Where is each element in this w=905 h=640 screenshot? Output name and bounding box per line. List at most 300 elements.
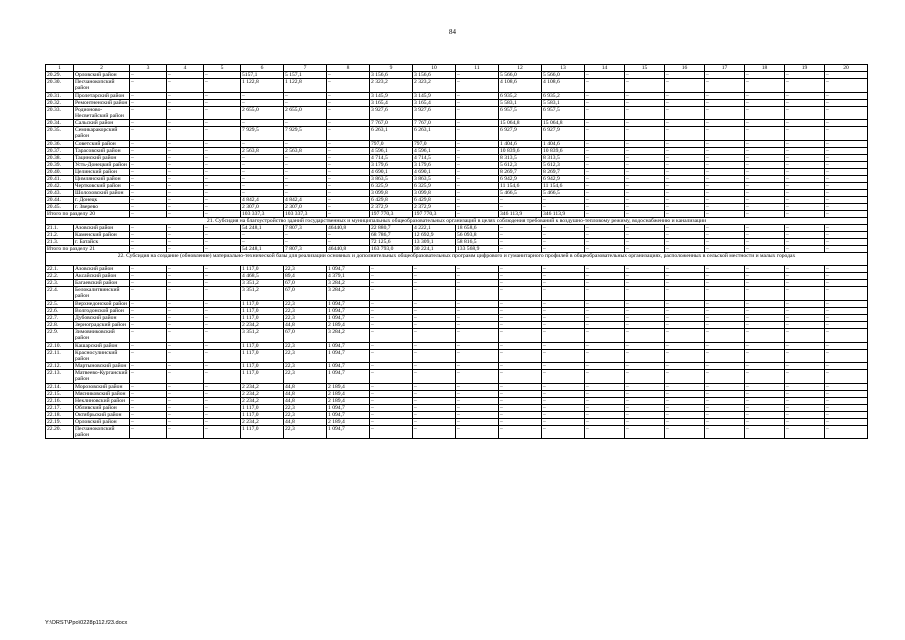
row-number: 22.3.	[46, 280, 74, 287]
table-row	[46, 106, 868, 120]
value-cell: –	[585, 370, 625, 384]
value-cell: –	[785, 120, 825, 127]
value-cell: 54 248,1	[241, 245, 284, 252]
value-cell: –	[665, 147, 705, 154]
value-cell: –	[370, 280, 413, 287]
value-cell: –	[370, 273, 413, 280]
value-cell: –	[585, 328, 625, 342]
value-cell: –	[241, 140, 284, 147]
value-cell: 3 179,6	[370, 161, 413, 168]
value-cell: –	[745, 210, 785, 217]
value-cell: 15 064,8	[499, 120, 542, 127]
district-name: Зимовниковский район	[74, 328, 130, 342]
table-row	[46, 349, 868, 363]
value-cell: 10 839,6	[542, 147, 585, 154]
value-cell: –	[665, 72, 705, 79]
value-cell: 4 842,4	[241, 196, 284, 203]
column-number-cell: 5	[204, 65, 241, 72]
value-cell: –	[625, 328, 665, 342]
value-cell: –	[167, 383, 204, 390]
value-cell: –	[167, 99, 204, 106]
value-cell: –	[167, 397, 204, 404]
value-cell: –	[130, 280, 167, 287]
value-cell: –	[665, 203, 705, 210]
value-cell: –	[625, 231, 665, 238]
value-cell: –	[542, 418, 585, 425]
table-row	[46, 363, 868, 370]
value-cell: –	[665, 210, 705, 217]
value-cell: 3 351,2	[241, 280, 284, 287]
value-cell: –	[745, 280, 785, 287]
value-cell: –	[785, 127, 825, 141]
value-cell: –	[167, 425, 204, 439]
value-cell: 7 767,0	[413, 120, 456, 127]
value-cell: –	[665, 404, 705, 411]
value-cell: –	[370, 397, 413, 404]
value-cell: –	[585, 418, 625, 425]
value-cell: –	[785, 196, 825, 203]
value-cell: –	[625, 349, 665, 363]
value-cell: –	[413, 307, 456, 314]
value-cell: 1 117,0	[241, 266, 284, 273]
value-cell: –	[413, 273, 456, 280]
row-number: 21.2.	[46, 231, 74, 238]
value-cell: –	[204, 231, 241, 238]
value-cell: 4 379,1	[327, 273, 370, 280]
value-cell: –	[413, 342, 456, 349]
value-cell: 4 690,1	[370, 168, 413, 175]
total-label: Итого по разделу 21	[46, 245, 130, 252]
table-row	[46, 342, 868, 349]
value-cell: –	[825, 390, 868, 397]
value-cell: 30 224,1	[413, 245, 456, 252]
value-cell: –	[204, 273, 241, 280]
value-cell: –	[785, 383, 825, 390]
value-cell: –	[785, 168, 825, 175]
value-cell: –	[825, 231, 868, 238]
value-cell: 1 094,7	[327, 314, 370, 321]
value-cell: –	[785, 210, 825, 217]
value-cell: –	[370, 266, 413, 273]
value-cell: –	[625, 363, 665, 370]
value-cell: –	[284, 189, 327, 196]
value-cell: –	[167, 287, 204, 301]
value-cell: –	[167, 266, 204, 273]
value-cell: –	[542, 287, 585, 301]
value-cell: –	[499, 224, 542, 231]
value-cell: –	[499, 397, 542, 404]
value-cell: –	[625, 168, 665, 175]
value-cell: –	[745, 99, 785, 106]
value-cell: –	[825, 92, 868, 99]
value-cell: –	[705, 390, 745, 397]
value-cell: 2 189,4	[327, 418, 370, 425]
district-name: Орловский район	[74, 72, 130, 79]
value-cell: –	[705, 266, 745, 273]
value-cell: –	[705, 321, 745, 328]
value-cell: –	[167, 321, 204, 328]
value-cell: –	[167, 342, 204, 349]
value-cell: –	[167, 168, 204, 175]
value-cell: 1 094,7	[327, 404, 370, 411]
district-name: Красносулинский район	[74, 349, 130, 363]
value-cell: –	[167, 120, 204, 127]
value-cell: –	[370, 383, 413, 390]
value-cell: –	[625, 175, 665, 182]
value-cell: –	[241, 154, 284, 161]
value-cell: –	[456, 397, 499, 404]
value-cell: –	[167, 92, 204, 99]
row-number: 22.7.	[46, 314, 74, 321]
value-cell: –	[370, 418, 413, 425]
value-cell: –	[370, 411, 413, 418]
row-number: 20.39.	[46, 161, 74, 168]
value-cell: –	[745, 147, 785, 154]
value-cell: –	[130, 140, 167, 147]
value-cell: –	[413, 390, 456, 397]
value-cell: 6 935,2	[542, 92, 585, 99]
value-cell: –	[705, 245, 745, 252]
value-cell: –	[130, 231, 167, 238]
value-cell: –	[585, 147, 625, 154]
value-cell: 6 942,9	[542, 175, 585, 182]
value-cell: 2 189,4	[327, 397, 370, 404]
value-cell: –	[130, 363, 167, 370]
value-cell: 346 113,9	[499, 210, 542, 217]
value-cell: –	[413, 349, 456, 363]
value-cell: 6 957,5	[542, 106, 585, 120]
value-cell: –	[705, 92, 745, 99]
value-cell: –	[745, 231, 785, 238]
district-name: Тарасовский район	[74, 147, 130, 154]
value-cell: –	[204, 425, 241, 439]
value-cell: –	[499, 418, 542, 425]
value-cell: –	[665, 363, 705, 370]
value-cell: –	[456, 168, 499, 175]
value-cell: 1 094,7	[327, 266, 370, 273]
value-cell: 6 927,9	[542, 127, 585, 141]
value-cell: –	[825, 397, 868, 404]
value-cell: –	[745, 328, 785, 342]
district-name: Советский район	[74, 140, 130, 147]
value-cell: –	[825, 196, 868, 203]
row-number: 22.18.	[46, 411, 74, 418]
value-cell: –	[745, 383, 785, 390]
value-cell: 22 880,7	[370, 224, 413, 231]
value-cell: –	[745, 363, 785, 370]
value-cell: –	[327, 175, 370, 182]
value-cell: –	[130, 328, 167, 342]
value-cell: –	[825, 203, 868, 210]
value-cell: –	[665, 175, 705, 182]
value-cell: 1 117,0	[241, 307, 284, 314]
value-cell: 1 094,7	[327, 307, 370, 314]
value-cell: –	[204, 383, 241, 390]
value-cell: –	[130, 397, 167, 404]
value-cell: 6 429,8	[413, 196, 456, 203]
value-cell: –	[625, 370, 665, 384]
value-cell: –	[625, 273, 665, 280]
value-cell: 163 793,0	[370, 245, 413, 252]
value-cell: –	[745, 168, 785, 175]
value-cell: –	[204, 238, 241, 245]
value-cell: –	[705, 404, 745, 411]
value-cell: –	[745, 72, 785, 79]
row-number: 22.6.	[46, 307, 74, 314]
value-cell: –	[585, 196, 625, 203]
value-cell: –	[825, 383, 868, 390]
value-cell: –	[745, 321, 785, 328]
value-cell: 22,3	[284, 411, 327, 418]
value-cell: –	[585, 238, 625, 245]
value-cell: –	[413, 266, 456, 273]
value-cell: –	[785, 404, 825, 411]
value-cell: –	[204, 140, 241, 147]
value-cell: –	[825, 266, 868, 273]
value-cell: –	[825, 307, 868, 314]
value-cell: –	[585, 280, 625, 287]
table-row	[46, 140, 868, 147]
value-cell: –	[585, 231, 625, 238]
value-cell: –	[825, 120, 868, 127]
value-cell: –	[705, 196, 745, 203]
table-row	[46, 120, 868, 127]
district-name: Морозовский район	[74, 383, 130, 390]
value-cell: –	[745, 127, 785, 141]
row-number: 20.44.	[46, 196, 74, 203]
value-cell: –	[413, 418, 456, 425]
page-number: 84	[449, 28, 456, 36]
table-row	[46, 147, 868, 154]
value-cell: –	[625, 238, 665, 245]
value-cell: 197 770,3	[413, 210, 456, 217]
value-cell: –	[705, 72, 745, 79]
column-number-cell: 11	[456, 65, 499, 72]
value-cell: –	[327, 99, 370, 106]
value-cell: –	[705, 273, 745, 280]
value-cell: –	[167, 140, 204, 147]
value-cell: 68 786,7	[370, 231, 413, 238]
table-row	[46, 175, 868, 182]
value-cell: 3 284,2	[327, 280, 370, 287]
value-cell: 4 842,4	[284, 196, 327, 203]
value-cell: –	[625, 99, 665, 106]
value-cell: –	[785, 397, 825, 404]
row-number: 22.8.	[46, 321, 74, 328]
value-cell: –	[499, 280, 542, 287]
table-row	[46, 300, 868, 307]
value-cell: –	[625, 72, 665, 79]
value-cell: –	[370, 328, 413, 342]
value-cell: –	[745, 411, 785, 418]
value-cell: –	[625, 245, 665, 252]
value-cell: –	[456, 342, 499, 349]
value-cell: 3 145,9	[413, 92, 456, 99]
value-cell: –	[413, 280, 456, 287]
value-cell: –	[204, 307, 241, 314]
value-cell: –	[825, 224, 868, 231]
value-cell: 4 714,5	[370, 154, 413, 161]
value-cell: 3 165,4	[370, 99, 413, 106]
table-row	[46, 203, 868, 210]
value-cell: –	[745, 370, 785, 384]
value-cell: –	[825, 314, 868, 321]
value-cell: –	[705, 425, 745, 439]
value-cell: 6 957,5	[499, 106, 542, 120]
value-cell: –	[585, 411, 625, 418]
value-cell: –	[745, 287, 785, 301]
value-cell: –	[204, 196, 241, 203]
value-cell: –	[542, 363, 585, 370]
value-cell: 22,3	[284, 307, 327, 314]
value-cell: –	[456, 383, 499, 390]
value-cell: –	[705, 203, 745, 210]
section-heading-row	[46, 252, 868, 266]
column-number-cell: 18	[745, 65, 785, 72]
value-cell: –	[665, 328, 705, 342]
value-cell: –	[705, 147, 745, 154]
value-cell: –	[456, 411, 499, 418]
value-cell: –	[585, 425, 625, 439]
district-name: Зерноградский район	[74, 321, 130, 328]
value-cell: –	[625, 383, 665, 390]
value-cell: –	[130, 196, 167, 203]
value-cell: –	[327, 120, 370, 127]
value-cell: –	[499, 342, 542, 349]
value-cell: –	[284, 238, 327, 245]
table-row	[46, 238, 868, 245]
value-cell: 103 337,3	[284, 210, 327, 217]
value-cell: –	[130, 411, 167, 418]
value-cell: –	[204, 328, 241, 342]
value-cell: 3 179,6	[413, 161, 456, 168]
value-cell: –	[785, 175, 825, 182]
value-cell: 133 568,9	[456, 245, 499, 252]
value-cell: –	[167, 127, 204, 141]
table-row	[46, 189, 868, 196]
value-cell: –	[204, 300, 241, 307]
district-name: Сальский район	[74, 120, 130, 127]
value-cell: –	[785, 287, 825, 301]
value-cell: –	[785, 79, 825, 93]
value-cell: –	[130, 349, 167, 363]
column-number-cell: 14	[585, 65, 625, 72]
value-cell: 10 839,6	[499, 147, 542, 154]
value-cell: –	[130, 287, 167, 301]
value-cell: 22,3	[284, 349, 327, 363]
value-cell: 3 351,2	[241, 287, 284, 301]
value-cell: 6 942,9	[499, 175, 542, 182]
value-cell: –	[413, 370, 456, 384]
value-cell: –	[327, 203, 370, 210]
value-cell: –	[585, 287, 625, 301]
value-cell: 8 313,5	[499, 154, 542, 161]
value-cell: –	[665, 99, 705, 106]
value-cell: –	[785, 328, 825, 342]
value-cell: –	[665, 411, 705, 418]
value-cell: –	[825, 168, 868, 175]
value-cell: 4 108,6	[499, 79, 542, 93]
value-cell: 2 563,8	[284, 147, 327, 154]
value-cell: –	[625, 300, 665, 307]
value-cell: 6 429,8	[370, 196, 413, 203]
row-number: 20.40.	[46, 168, 74, 175]
value-cell: –	[499, 307, 542, 314]
table-row	[46, 196, 868, 203]
value-cell: –	[785, 300, 825, 307]
value-cell: –	[204, 92, 241, 99]
value-cell: –	[825, 363, 868, 370]
district-name: Каменский район	[74, 231, 130, 238]
value-cell: –	[665, 154, 705, 161]
value-cell: 44,8	[284, 397, 327, 404]
value-cell: –	[745, 203, 785, 210]
value-cell: –	[456, 273, 499, 280]
row-number: 20.36.	[46, 140, 74, 147]
value-cell: 6 325,9	[370, 182, 413, 189]
value-cell: –	[585, 203, 625, 210]
value-cell: –	[625, 418, 665, 425]
value-cell: –	[542, 245, 585, 252]
value-cell: –	[785, 370, 825, 384]
value-cell: –	[745, 175, 785, 182]
column-number-cell: 15	[625, 65, 665, 72]
value-cell: –	[204, 72, 241, 79]
value-cell: –	[585, 390, 625, 397]
value-cell: –	[825, 300, 868, 307]
value-cell: –	[204, 106, 241, 120]
value-cell: –	[167, 147, 204, 154]
value-cell: –	[585, 363, 625, 370]
value-cell: –	[167, 72, 204, 79]
value-cell: –	[130, 120, 167, 127]
value-cell: –	[167, 182, 204, 189]
value-cell: 3 099,8	[370, 189, 413, 196]
value-cell: –	[825, 370, 868, 384]
value-cell: 1 094,7	[327, 425, 370, 439]
value-cell: –	[204, 79, 241, 93]
value-cell: –	[665, 321, 705, 328]
value-cell: 3 165,4	[413, 99, 456, 106]
value-cell: 6 263,1	[370, 127, 413, 141]
value-cell: –	[130, 224, 167, 231]
value-cell: –	[499, 370, 542, 384]
value-cell: –	[625, 280, 665, 287]
value-cell: –	[705, 140, 745, 147]
value-cell: 2 189,4	[327, 321, 370, 328]
table-row	[46, 99, 868, 106]
value-cell: –	[241, 238, 284, 245]
value-cell: –	[456, 196, 499, 203]
value-cell: –	[167, 411, 204, 418]
value-cell: –	[327, 79, 370, 93]
value-cell: 4 108,6	[542, 79, 585, 93]
value-cell: –	[499, 383, 542, 390]
value-cell: 5 612,3	[499, 161, 542, 168]
value-cell: –	[825, 245, 868, 252]
value-cell: 1 117,0	[241, 349, 284, 363]
value-cell: –	[785, 418, 825, 425]
district-name: Чертковский район	[74, 182, 130, 189]
value-cell: –	[499, 404, 542, 411]
value-cell: 5 566,0	[499, 72, 542, 79]
value-cell: –	[785, 280, 825, 287]
row-number: 20.31.	[46, 92, 74, 99]
table-row	[46, 425, 868, 439]
value-cell: 5 157,1	[284, 72, 327, 79]
value-cell: –	[456, 72, 499, 79]
value-cell: –	[241, 161, 284, 168]
